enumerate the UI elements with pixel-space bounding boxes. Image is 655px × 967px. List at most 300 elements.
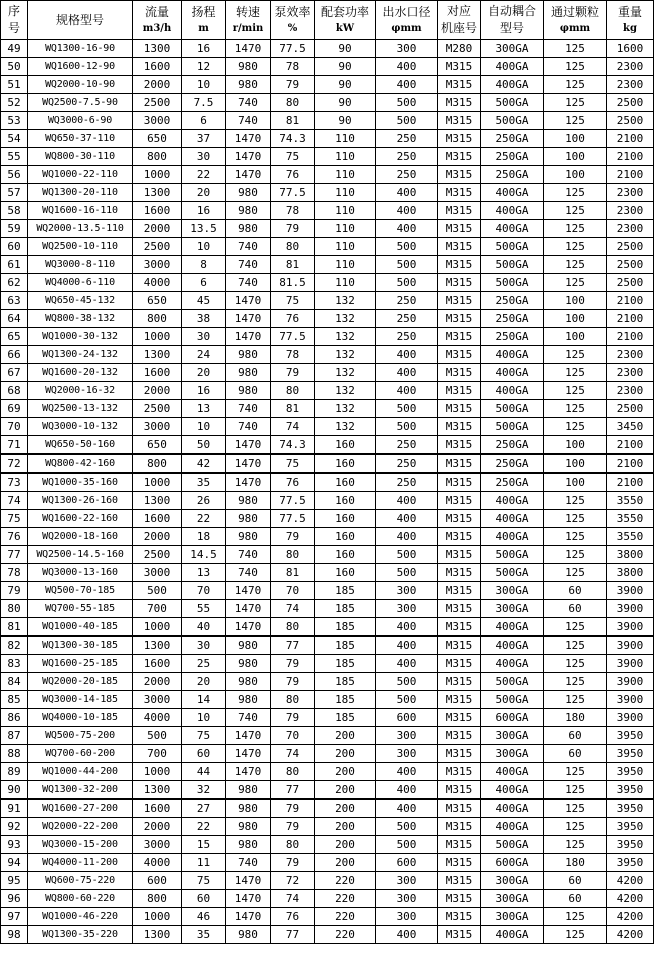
table-row xyxy=(1,238,654,256)
cell-base: M280 xyxy=(438,40,481,58)
cell-head: 6 xyxy=(182,274,226,292)
cell-coupling: 400GA xyxy=(481,364,544,382)
cell-model: WQ2000-13.5-110 xyxy=(28,220,133,238)
cell-model: WQ1300-30-185 xyxy=(28,636,133,655)
cell-weight: 1600 xyxy=(607,40,654,58)
cell-particle: 125 xyxy=(544,691,607,709)
cell-flow: 1300 xyxy=(133,926,182,944)
cell-coupling: 300GA xyxy=(481,908,544,926)
cell-weight: 4200 xyxy=(607,890,654,908)
cell-power: 132 xyxy=(315,328,376,346)
cell-efficiency: 75 xyxy=(271,454,315,473)
cell-flow: 2000 xyxy=(133,76,182,94)
cell-outlet: 500 xyxy=(376,94,438,112)
cell-model: WQ2500-14.5-160 xyxy=(28,546,133,564)
cell-seq: 51 xyxy=(1,76,28,94)
cell-efficiency: 74.3 xyxy=(271,130,315,148)
cell-model: WQ1300-24-132 xyxy=(28,346,133,364)
cell-outlet: 400 xyxy=(376,220,438,238)
cell-model: WQ1000-46-220 xyxy=(28,908,133,926)
cell-speed: 980 xyxy=(226,926,271,944)
cell-outlet: 400 xyxy=(376,58,438,76)
cell-power: 110 xyxy=(315,130,376,148)
cell-speed: 980 xyxy=(226,836,271,854)
cell-efficiency: 80 xyxy=(271,94,315,112)
cell-coupling: 400GA xyxy=(481,382,544,400)
cell-head: 27 xyxy=(182,799,226,818)
cell-base: M315 xyxy=(438,274,481,292)
cell-coupling: 250GA xyxy=(481,166,544,184)
cell-base: M315 xyxy=(438,238,481,256)
cell-speed: 980 xyxy=(226,364,271,382)
cell-power: 185 xyxy=(315,709,376,727)
cell-seq: 63 xyxy=(1,292,28,310)
cell-head: 35 xyxy=(182,926,226,944)
cell-base: M315 xyxy=(438,908,481,926)
cell-base: M315 xyxy=(438,220,481,238)
cell-particle: 125 xyxy=(544,346,607,364)
cell-power: 132 xyxy=(315,364,376,382)
cell-seq: 98 xyxy=(1,926,28,944)
cell-particle: 125 xyxy=(544,40,607,58)
cell-seq: 71 xyxy=(1,436,28,455)
cell-particle: 180 xyxy=(544,709,607,727)
cell-base: M315 xyxy=(438,655,481,673)
cell-efficiency: 74 xyxy=(271,745,315,763)
cell-outlet: 250 xyxy=(376,166,438,184)
cell-power: 200 xyxy=(315,854,376,872)
table-row xyxy=(1,184,654,202)
cell-weight: 3900 xyxy=(607,673,654,691)
cell-seq: 78 xyxy=(1,564,28,582)
table-row xyxy=(1,582,654,600)
cell-coupling: 400GA xyxy=(481,184,544,202)
cell-head: 16 xyxy=(182,202,226,220)
table-row xyxy=(1,40,654,58)
cell-seq: 56 xyxy=(1,166,28,184)
cell-outlet: 400 xyxy=(376,528,438,546)
cell-power: 160 xyxy=(315,454,376,473)
cell-coupling: 300GA xyxy=(481,872,544,890)
cell-power: 185 xyxy=(315,673,376,691)
cell-particle: 125 xyxy=(544,112,607,130)
cell-particle: 125 xyxy=(544,418,607,436)
cell-model: WQ1300-20-110 xyxy=(28,184,133,202)
cell-coupling: 400GA xyxy=(481,202,544,220)
cell-head: 70 xyxy=(182,582,226,600)
cell-outlet: 300 xyxy=(376,908,438,926)
table-row xyxy=(1,546,654,564)
cell-particle: 125 xyxy=(544,636,607,655)
cell-head: 46 xyxy=(182,908,226,926)
cell-model: WQ700-55-185 xyxy=(28,600,133,618)
cell-particle: 180 xyxy=(544,854,607,872)
cell-efficiency: 78 xyxy=(271,202,315,220)
cell-efficiency: 81.5 xyxy=(271,274,315,292)
header-power: 配套功率 kW xyxy=(315,1,376,40)
cell-flow: 1600 xyxy=(133,510,182,528)
cell-flow: 4000 xyxy=(133,709,182,727)
cell-outlet: 600 xyxy=(376,709,438,727)
cell-base: M315 xyxy=(438,926,481,944)
cell-outlet: 600 xyxy=(376,854,438,872)
cell-power: 160 xyxy=(315,492,376,510)
cell-efficiency: 76 xyxy=(271,166,315,184)
cell-power: 90 xyxy=(315,58,376,76)
cell-coupling: 400GA xyxy=(481,763,544,781)
cell-outlet: 300 xyxy=(376,600,438,618)
cell-speed: 980 xyxy=(226,691,271,709)
cell-seq: 52 xyxy=(1,94,28,112)
cell-weight: 3550 xyxy=(607,528,654,546)
cell-particle: 100 xyxy=(544,436,607,455)
cell-head: 20 xyxy=(182,184,226,202)
cell-seq: 83 xyxy=(1,655,28,673)
cell-base: M315 xyxy=(438,58,481,76)
cell-particle: 125 xyxy=(544,364,607,382)
cell-weight: 2500 xyxy=(607,112,654,130)
table-row xyxy=(1,691,654,709)
cell-coupling: 400GA xyxy=(481,818,544,836)
cell-coupling: 250GA xyxy=(481,454,544,473)
cell-flow: 650 xyxy=(133,292,182,310)
table-row xyxy=(1,202,654,220)
cell-flow: 2000 xyxy=(133,220,182,238)
cell-speed: 980 xyxy=(226,492,271,510)
cell-model: WQ800-30-110 xyxy=(28,148,133,166)
cell-power: 132 xyxy=(315,382,376,400)
cell-efficiency: 80 xyxy=(271,382,315,400)
cell-seq: 65 xyxy=(1,328,28,346)
cell-base: M315 xyxy=(438,872,481,890)
cell-weight: 3900 xyxy=(607,600,654,618)
cell-outlet: 400 xyxy=(376,184,438,202)
cell-flow: 3000 xyxy=(133,691,182,709)
cell-outlet: 250 xyxy=(376,328,438,346)
cell-head: 13.5 xyxy=(182,220,226,238)
cell-weight: 2300 xyxy=(607,346,654,364)
cell-outlet: 400 xyxy=(376,76,438,94)
cell-particle: 125 xyxy=(544,58,607,76)
cell-head: 55 xyxy=(182,600,226,618)
cell-power: 200 xyxy=(315,818,376,836)
cell-outlet: 300 xyxy=(376,727,438,745)
cell-particle: 60 xyxy=(544,745,607,763)
cell-seq: 61 xyxy=(1,256,28,274)
cell-particle: 100 xyxy=(544,148,607,166)
cell-particle: 60 xyxy=(544,872,607,890)
cell-seq: 80 xyxy=(1,600,28,618)
table-row xyxy=(1,600,654,618)
cell-outlet: 300 xyxy=(376,745,438,763)
cell-coupling: 500GA xyxy=(481,564,544,582)
cell-particle: 125 xyxy=(544,564,607,582)
cell-base: M315 xyxy=(438,600,481,618)
cell-particle: 100 xyxy=(544,310,607,328)
cell-outlet: 500 xyxy=(376,564,438,582)
cell-speed: 1470 xyxy=(226,310,271,328)
cell-efficiency: 74 xyxy=(271,418,315,436)
cell-model: WQ800-60-220 xyxy=(28,890,133,908)
header-flow: 流量 m3/h xyxy=(133,1,182,40)
cell-efficiency: 75 xyxy=(271,292,315,310)
cell-speed: 740 xyxy=(226,112,271,130)
cell-efficiency: 72 xyxy=(271,872,315,890)
cell-outlet: 250 xyxy=(376,436,438,455)
cell-coupling: 300GA xyxy=(481,582,544,600)
cell-coupling: 400GA xyxy=(481,799,544,818)
cell-efficiency: 80 xyxy=(271,763,315,781)
cell-weight: 2300 xyxy=(607,382,654,400)
cell-speed: 980 xyxy=(226,781,271,800)
cell-model: WQ3000-10-132 xyxy=(28,418,133,436)
cell-weight: 2300 xyxy=(607,220,654,238)
cell-power: 90 xyxy=(315,40,376,58)
cell-base: M315 xyxy=(438,709,481,727)
cell-power: 185 xyxy=(315,618,376,637)
cell-outlet: 500 xyxy=(376,238,438,256)
cell-model: WQ650-37-110 xyxy=(28,130,133,148)
cell-weight: 2100 xyxy=(607,473,654,492)
cell-base: M315 xyxy=(438,382,481,400)
cell-efficiency: 79 xyxy=(271,76,315,94)
header-coupling: 自动耦合 型号 xyxy=(481,1,544,40)
cell-coupling: 250GA xyxy=(481,436,544,455)
cell-efficiency: 74.3 xyxy=(271,436,315,455)
cell-power: 90 xyxy=(315,76,376,94)
cell-power: 200 xyxy=(315,763,376,781)
cell-particle: 125 xyxy=(544,908,607,926)
cell-power: 110 xyxy=(315,238,376,256)
table-row xyxy=(1,166,654,184)
table-row xyxy=(1,618,654,637)
cell-head: 38 xyxy=(182,310,226,328)
cell-model: WQ2000-10-90 xyxy=(28,76,133,94)
table-row xyxy=(1,274,654,292)
cell-coupling: 400GA xyxy=(481,492,544,510)
cell-efficiency: 79 xyxy=(271,854,315,872)
cell-particle: 125 xyxy=(544,238,607,256)
cell-model: WQ800-38-132 xyxy=(28,310,133,328)
table-row xyxy=(1,564,654,582)
table-row xyxy=(1,220,654,238)
cell-outlet: 500 xyxy=(376,256,438,274)
cell-particle: 125 xyxy=(544,220,607,238)
cell-seq: 72 xyxy=(1,454,28,473)
cell-outlet: 400 xyxy=(376,763,438,781)
cell-weight: 3950 xyxy=(607,818,654,836)
cell-power: 132 xyxy=(315,418,376,436)
cell-efficiency: 81 xyxy=(271,564,315,582)
cell-base: M315 xyxy=(438,745,481,763)
cell-base: M315 xyxy=(438,346,481,364)
cell-base: M315 xyxy=(438,636,481,655)
cell-efficiency: 77 xyxy=(271,781,315,800)
cell-speed: 1470 xyxy=(226,166,271,184)
cell-coupling: 500GA xyxy=(481,418,544,436)
cell-base: M315 xyxy=(438,673,481,691)
cell-model: WQ1600-22-160 xyxy=(28,510,133,528)
cell-head: 10 xyxy=(182,76,226,94)
cell-power: 160 xyxy=(315,436,376,455)
cell-weight: 2500 xyxy=(607,238,654,256)
table-row xyxy=(1,745,654,763)
cell-head: 32 xyxy=(182,781,226,800)
cell-speed: 1470 xyxy=(226,454,271,473)
cell-model: WQ1600-27-200 xyxy=(28,799,133,818)
cell-weight: 3450 xyxy=(607,418,654,436)
cell-base: M315 xyxy=(438,184,481,202)
cell-outlet: 400 xyxy=(376,636,438,655)
cell-outlet: 400 xyxy=(376,382,438,400)
table-row xyxy=(1,292,654,310)
cell-head: 26 xyxy=(182,492,226,510)
cell-seq: 74 xyxy=(1,492,28,510)
cell-power: 220 xyxy=(315,890,376,908)
cell-seq: 64 xyxy=(1,310,28,328)
cell-outlet: 400 xyxy=(376,202,438,220)
cell-base: M315 xyxy=(438,76,481,94)
cell-outlet: 250 xyxy=(376,310,438,328)
cell-efficiency: 77.5 xyxy=(271,492,315,510)
cell-base: M315 xyxy=(438,148,481,166)
header-speed: 转速 r/min xyxy=(226,1,271,40)
cell-model: WQ2500-13-132 xyxy=(28,400,133,418)
cell-model: WQ2000-18-160 xyxy=(28,528,133,546)
cell-flow: 3000 xyxy=(133,418,182,436)
cell-head: 75 xyxy=(182,727,226,745)
cell-outlet: 400 xyxy=(376,492,438,510)
cell-weight: 3950 xyxy=(607,727,654,745)
table-row xyxy=(1,818,654,836)
cell-weight: 3950 xyxy=(607,781,654,800)
cell-speed: 1470 xyxy=(226,727,271,745)
cell-coupling: 250GA xyxy=(481,130,544,148)
cell-seq: 88 xyxy=(1,745,28,763)
cell-outlet: 250 xyxy=(376,473,438,492)
cell-model: WQ600-75-220 xyxy=(28,872,133,890)
cell-speed: 740 xyxy=(226,274,271,292)
cell-base: M315 xyxy=(438,328,481,346)
cell-efficiency: 80 xyxy=(271,691,315,709)
header-base: 对应 机座号 xyxy=(438,1,481,40)
cell-efficiency: 79 xyxy=(271,528,315,546)
cell-coupling: 400GA xyxy=(481,781,544,800)
cell-flow: 1000 xyxy=(133,166,182,184)
cell-efficiency: 76 xyxy=(271,908,315,926)
cell-power: 160 xyxy=(315,564,376,582)
cell-flow: 500 xyxy=(133,727,182,745)
cell-model: WQ2000-22-200 xyxy=(28,818,133,836)
table-row xyxy=(1,94,654,112)
table-row xyxy=(1,528,654,546)
cell-weight: 2100 xyxy=(607,292,654,310)
cell-flow: 1000 xyxy=(133,328,182,346)
cell-particle: 125 xyxy=(544,655,607,673)
cell-speed: 740 xyxy=(226,400,271,418)
cell-model: WQ1000-30-132 xyxy=(28,328,133,346)
cell-speed: 980 xyxy=(226,528,271,546)
cell-weight: 2500 xyxy=(607,274,654,292)
cell-model: WQ700-60-200 xyxy=(28,745,133,763)
table-row xyxy=(1,148,654,166)
cell-outlet: 500 xyxy=(376,836,438,854)
cell-particle: 125 xyxy=(544,546,607,564)
cell-flow: 1600 xyxy=(133,799,182,818)
cell-efficiency: 79 xyxy=(271,673,315,691)
table-row xyxy=(1,836,654,854)
cell-seq: 79 xyxy=(1,582,28,600)
cell-coupling: 400GA xyxy=(481,655,544,673)
table-row xyxy=(1,473,654,492)
cell-model: WQ650-45-132 xyxy=(28,292,133,310)
cell-seq: 89 xyxy=(1,763,28,781)
cell-speed: 1470 xyxy=(226,130,271,148)
cell-flow: 800 xyxy=(133,148,182,166)
cell-seq: 87 xyxy=(1,727,28,745)
cell-coupling: 250GA xyxy=(481,328,544,346)
cell-seq: 86 xyxy=(1,709,28,727)
cell-head: 11 xyxy=(182,854,226,872)
cell-base: M315 xyxy=(438,854,481,872)
cell-head: 12 xyxy=(182,58,226,76)
cell-particle: 125 xyxy=(544,673,607,691)
cell-flow: 2500 xyxy=(133,238,182,256)
cell-power: 200 xyxy=(315,727,376,745)
cell-weight: 2100 xyxy=(607,436,654,455)
cell-model: WQ4000-11-200 xyxy=(28,854,133,872)
cell-model: WQ2500-10-110 xyxy=(28,238,133,256)
cell-model: WQ1300-35-220 xyxy=(28,926,133,944)
cell-efficiency: 75 xyxy=(271,148,315,166)
cell-flow: 2000 xyxy=(133,673,182,691)
table-row xyxy=(1,727,654,745)
cell-coupling: 500GA xyxy=(481,238,544,256)
table-row xyxy=(1,454,654,473)
cell-base: M315 xyxy=(438,130,481,148)
cell-weight: 3900 xyxy=(607,709,654,727)
cell-coupling: 500GA xyxy=(481,256,544,274)
cell-power: 110 xyxy=(315,202,376,220)
cell-efficiency: 80 xyxy=(271,618,315,637)
cell-head: 42 xyxy=(182,454,226,473)
cell-outlet: 500 xyxy=(376,818,438,836)
cell-seq: 57 xyxy=(1,184,28,202)
cell-particle: 60 xyxy=(544,890,607,908)
cell-flow: 2500 xyxy=(133,94,182,112)
cell-weight: 3900 xyxy=(607,655,654,673)
cell-base: M315 xyxy=(438,582,481,600)
cell-outlet: 400 xyxy=(376,926,438,944)
cell-weight: 3950 xyxy=(607,836,654,854)
cell-power: 160 xyxy=(315,528,376,546)
cell-coupling: 500GA xyxy=(481,836,544,854)
cell-seq: 69 xyxy=(1,400,28,418)
cell-weight: 3950 xyxy=(607,763,654,781)
cell-head: 24 xyxy=(182,346,226,364)
cell-flow: 3000 xyxy=(133,112,182,130)
cell-model: WQ3000-8-110 xyxy=(28,256,133,274)
cell-weight: 2100 xyxy=(607,454,654,473)
header-head: 扬程 m xyxy=(182,1,226,40)
cell-head: 15 xyxy=(182,836,226,854)
cell-speed: 1470 xyxy=(226,890,271,908)
cell-efficiency: 79 xyxy=(271,818,315,836)
cell-efficiency: 77.5 xyxy=(271,328,315,346)
cell-speed: 1470 xyxy=(226,292,271,310)
cell-head: 35 xyxy=(182,473,226,492)
cell-power: 132 xyxy=(315,310,376,328)
